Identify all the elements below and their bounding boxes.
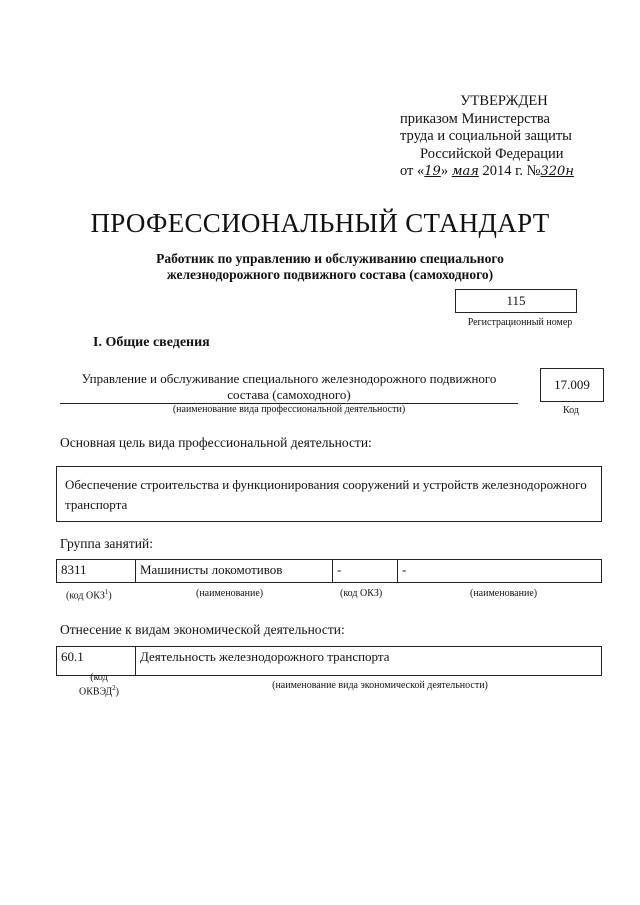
caption-economic-activity-name: (наименование вида экономической деятельности): [272, 680, 488, 691]
occupation-group-label: Группа занятий:: [60, 536, 153, 551]
approval-date: [400, 163, 600, 181]
caption-occupation-name-2: (наименование): [470, 588, 538, 599]
activity-name-line-1: Управление и обслуживание специального железнодорожного подвижного: [81, 371, 497, 386]
date-mid: »: [440, 163, 449, 179]
subtitle-line-2: железнодорожного подвижного состава (самоходного): [166, 267, 494, 282]
activity-name-line-2: состава (самоходного): [227, 386, 351, 402]
registration-number-box: 115: [455, 289, 577, 313]
approval-block: [400, 93, 600, 181]
section-heading: I. Общие сведения: [93, 335, 210, 350]
activity-name: [60, 371, 518, 402]
date-prefix: от «: [400, 163, 425, 179]
caption-okved-code: [60, 672, 138, 697]
caption-okved-line-1: (код: [90, 672, 108, 683]
activity-caption: (наименование вида профессиональной деятельности): [172, 404, 406, 415]
occupation-name-cell: Машинисты локомотивов: [136, 560, 333, 583]
caption-okz-code-2: (код ОКЗ): [340, 588, 383, 599]
page-title: ПРОФЕССИОНАЛЬНЫЙ СТАНДАРТ: [90, 208, 550, 238]
footnote-2: 2: [112, 684, 116, 692]
activity-code-label: Код: [563, 405, 579, 416]
caption-occupation-name: (наименование): [196, 588, 264, 599]
approval-line-1: приказом Министерства: [400, 110, 550, 127]
table-row: [57, 647, 602, 676]
footnote-1: 1: [104, 588, 109, 596]
economic-activity-label: Отнесение к видам экономической деятельности:: [60, 622, 345, 637]
caption-okz-close: ): [108, 590, 112, 602]
occupation-name-cell-2: -: [398, 560, 602, 583]
approval-line-3: Российской Федерации: [420, 145, 564, 162]
standard-subtitle: [80, 251, 580, 283]
caption-okz-text: (код ОКЗ: [66, 590, 105, 602]
activity-code-box: 17.009: [540, 368, 604, 402]
registration-label: Регистрационный номер: [467, 317, 573, 328]
caption-okved-close: ): [115, 686, 119, 698]
approval-line-2: труда и социальной защиты: [400, 128, 572, 144]
table-row: [57, 560, 602, 583]
order-number: 320н: [540, 164, 574, 179]
approval-heading: УТВЕРЖДЕН: [460, 93, 548, 109]
date-day: 19: [424, 164, 441, 179]
caption-okved-line-2: [60, 683, 138, 697]
subtitle-line-1: Работник по управлению и обслуживанию специального: [156, 251, 504, 266]
occupation-group-table: [56, 559, 602, 583]
goal-label: Основная цель вида профессиональной деятельности:: [60, 435, 372, 450]
okz-code-cell-2: -: [333, 560, 398, 583]
okz-code-cell: 8311: [57, 560, 136, 583]
caption-okz-code: [66, 588, 112, 601]
date-month: мая: [451, 164, 479, 179]
goal-box: Обеспечение строительства и функционирования сооружений и устройств железнодорожного транспорта: [56, 466, 602, 522]
date-year: 2014 г. №: [482, 163, 541, 179]
economic-activity-name-cell: Деятельность железнодорожного транспорта: [136, 647, 602, 676]
okved-code-cell: 60.1: [57, 647, 136, 676]
caption-okved-text: ОКВЭД: [79, 686, 113, 698]
